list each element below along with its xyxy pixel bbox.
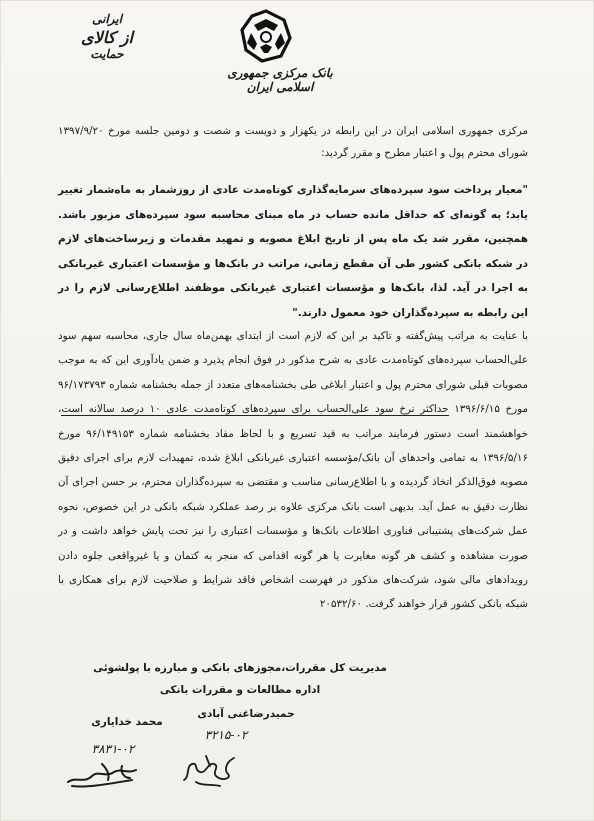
- slogan-line1: ایرانی: [92, 12, 122, 26]
- signature2-icon: [62, 758, 142, 792]
- signer2-name: محمد خدایاری: [91, 716, 163, 728]
- resolution-quote: "معیار پرداخت سود سپرده‌های سرمایه‌گذاری کوتاه‌مدت عادی از روزشمار به ماه‌شمار تغییر یابد؛ به گونه‌ای که حداقل مانده حساب در ماه مبنای محاسبه سود سپرده‌های مزبور باشد. همچنین، مقرر شد یک ماه پس از تاریخ ابلاغ مصوبه و تمهید مقدمات و زیرساخت‌های لازم در شبکه بانکی کشور طی آن مقطع زمانی، مراتب در بانک‌ها و مؤسسات اعتباری غیربانکی به اجرا در آید. لذا، بانک‌ها و مؤسسات اعتباری غیربانکی موظفند اطلاع‌رسانی لازم را در این رابطه به سپرده‌گذاران خود معمول دارند.": [58, 184, 528, 319]
- signer2-code: ۳۸۳۱-۰۲: [91, 742, 135, 756]
- department-line2: اداره مطالعات و مقررات بانکی: [159, 684, 321, 696]
- body-part1: با عنایت به مراتب پیش‌گفته و تاکید بر این که لازم است از ابتدای بهمن‌ماه سال جاری، محاسبه سهم سود علی‌الحساب سپرده‌های کوتاه‌مدت عادی به شرح مذکور در فوق انجام پذیرد و ضمن یادآوری این که به موجب مصوبات قبلی شورای محترم پول و اعتبار ابلاغی طی بخشنامه‌های متعدد از جمله بخشنامه شماره ۹۶/۱۷۳۷۹۳ مورخ ۱۳۹۶/۶/۱۵: [58, 330, 528, 416]
- central-bank-logo-icon: [238, 8, 294, 64]
- intro-paragraph: مرکزی جمهوری اسلامی ایران در این رابطه در یکهزار و دویست و شصت و دومین جلسه مورخ ۱۳۹۷/۹/۲۰ شورای محترم پول و اعتبار مطرح و مقرر گردید:: [58, 125, 528, 159]
- slogan: [62, 12, 152, 61]
- signer1-name: حمیدرضاغنی آبادی: [197, 708, 295, 720]
- slogan-line2: از کالای: [81, 28, 133, 47]
- body-part2: ، خواهشمند است دستور فرمایند مراتب به قید تسریع و با لحاظ مفاد بخشنامه شماره ۹۶/۱۴۹۱۵۳ مورخ ۱۳۹۶/۵/۱۶ به تمامی واحدهای آن بانک/مؤسسه اعتباری غیربانکی ابلاغ شده، تمهیدات لازم برای اجرای دقیق مصوبه فوق‌الذکر اتخاذ گردیده و با اطلاع‌رسانی مناسب و مقتضی به سپرده‌گذاران محترم، بر حسن اجرای آن نظارت دقیق به عمل آید. بدیهی است بانک مرکزی علاوه بر رصد عملکرد شبکه بانکی در این خصوص، نحوه عمل شرکت‌های پشتیبانی فناوری اطلاعات بانک‌ها و مؤسسات اعتباری را نیز تحت پایش خواهد داشت و در صورت مشاهده و کشف هر گونه مغایرت یا هر گونه اقدامی که منجر به کتمان و یا غیرواقعی جلوه دادن رویدادهای مالی شود، شرکت‌های مذکور در فهرست اشخاص فاقد شرایط و صلاحیت لازم برای همکاری با شبکه بانکی کشور قرار خواهند گرفت. ۲۰۵۳۲/۶۰: [58, 403, 528, 611]
- slogan-line3: حمایت: [90, 47, 124, 61]
- signer1-code: ۳۲۱۵-۰۲: [204, 728, 248, 742]
- underlined-rate-clause: حداکثر نرخ سود علی‌الحساب برای سپرده‌های کوتاه‌مدت عادی ۱۰ درصد سالانه است: [61, 403, 449, 416]
- department-line1: مدیریت کل مقررات،مجوزهای بانکی و مبارزه با پولشوئی: [93, 662, 387, 674]
- bank-name: بانک مرکزی جمهوری اسلامی ایران: [227, 66, 333, 94]
- body-paragraph: [58, 324, 528, 617]
- signature1-icon: [176, 752, 240, 792]
